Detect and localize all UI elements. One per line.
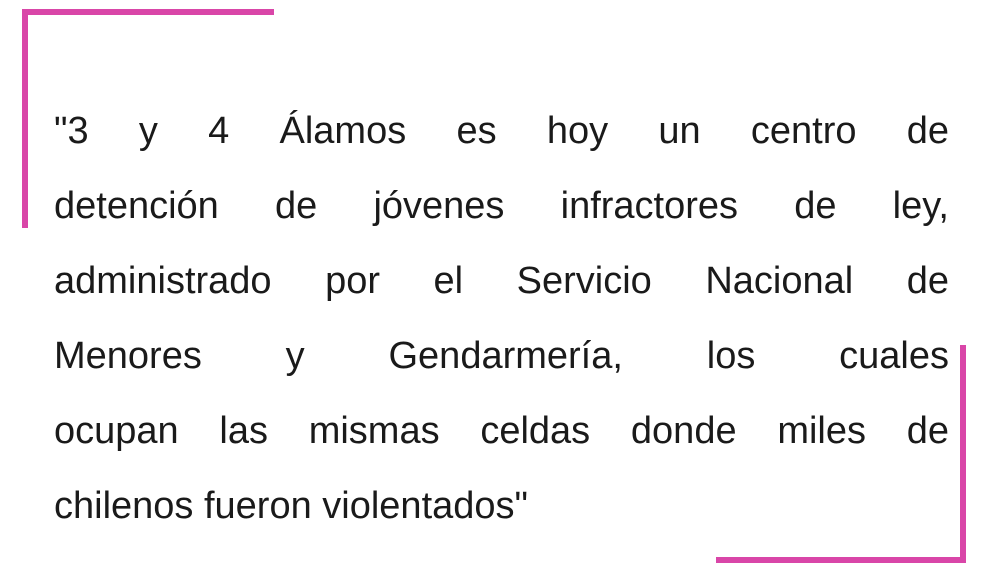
quote-line: administrado por el Servicio Nacional de [54, 260, 949, 302]
bottom-right-frame-vertical [960, 345, 966, 563]
top-left-frame-horizontal [22, 9, 274, 15]
quote-line: chilenos fueron violentados" [54, 485, 529, 527]
quote-line: Menores y Gendarmería, los cuales [54, 335, 949, 377]
top-left-frame-vertical [22, 9, 28, 228]
bottom-right-frame-horizontal [716, 557, 966, 563]
quote-line: detención de jóvenes infractores de ley, [54, 185, 949, 227]
quote-text [54, 94, 949, 544]
quote-line: ocupan las mismas celdas donde miles de [54, 410, 949, 452]
quote-line: "3 y 4 Álamos es hoy un centro de [54, 110, 949, 152]
